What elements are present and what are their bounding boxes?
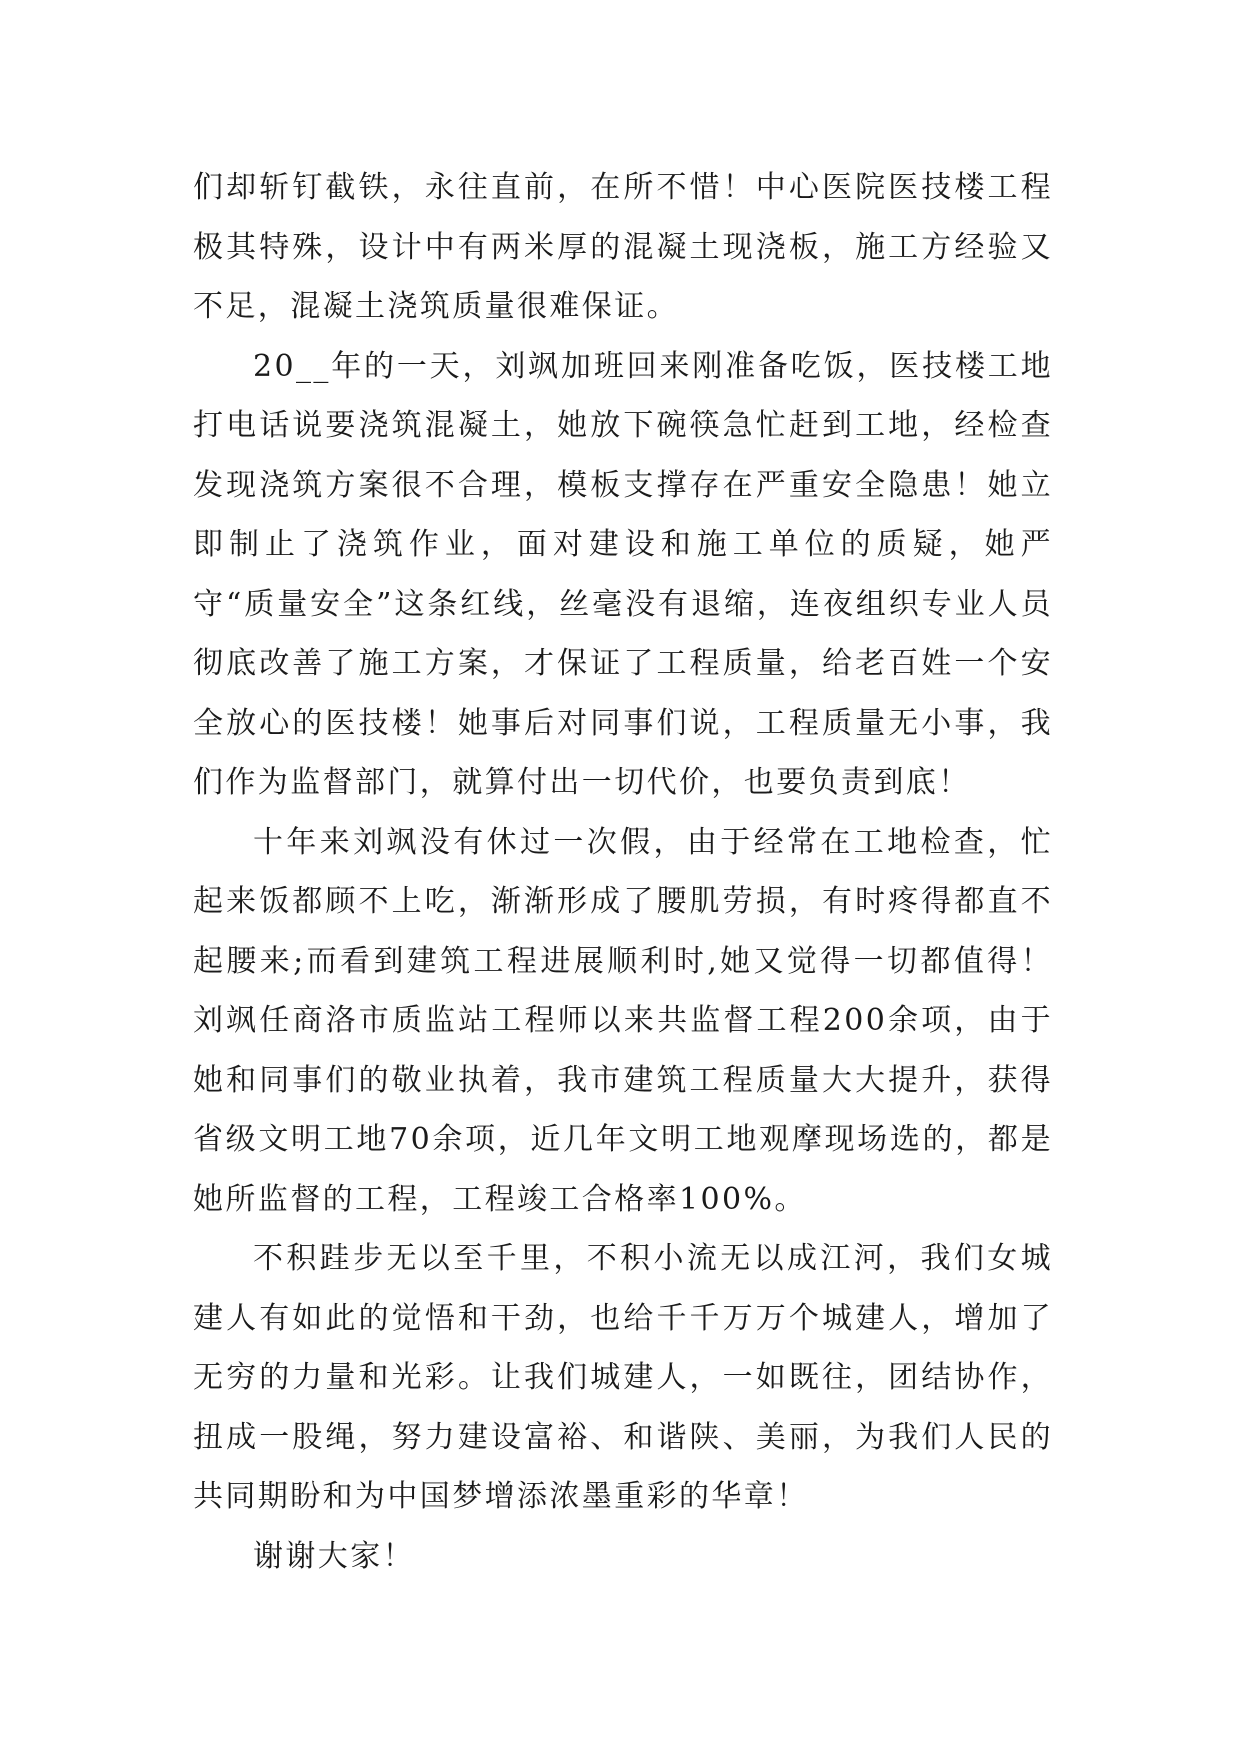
paragraph-concrete-incident: 20__年的一天，刘飒加班回来刚准备吃饭，医技楼工地打电话说要浇筑混凝土，她放下碗筷急忙赶到工地，经检查发现浇筑方案很不合理，模板支撑存在严重安全隐患！她立即制止了浇筑作业，面对建设和施工单位的质疑，她严守“质量安全”这条红线，丝毫没有退缩，连夜组织专业人员彻底改善了施工方案，才保证了工程质量，给老百姓一个安全放心的医技楼！她事后对同事们说，工程质量无小事，我们作为监督部门，就算付出一切代价，也要负责到底！ [193,348,1053,800]
paragraph-ten-years: 十年来刘飒没有休过一次假，由于经常在工地检查，忙起来饭都顾不上吃，渐渐形成了腰肌劳损，有时疼得都直不起腰来;而看到建筑工程进展顺利时,她又觉得一切都值得！刘飒任商洛市质监站工程师以来共监督工程200余项，由于她和同事们的敬业执着，我市建筑工程质量大大提升，获得省级文明工地70余项，近几年文明工地观摩现场选的，都是她所监督的工程，工程竣工合格率100%。 [193,824,1053,1217]
paragraph-continued: 们却斩钉截铁，永往直前，在所不惜！中心医院医技楼工程极其特殊，设计中有两米厚的混凝土现浇板，施工方经验又不足，混凝土浇筑质量很难保证。 [193,170,1053,324]
paragraph-conclusion: 不积跬步无以至千里，不积小流无以成江河，我们女城建人有如此的觉悟和干劲，也给千千万万个城建人，增加了无穷的力量和光彩。让我们城建人，一如既往，团结协作，扭成一股绳，努力建设富裕、和谐陕、美丽，为我们人民的共同期盼和为中国梦增添浓墨重彩的华章！ [193,1241,1053,1514]
paragraph-thanks: 谢谢大家！ [253,1538,415,1574]
document-body [193,158,1053,1586]
